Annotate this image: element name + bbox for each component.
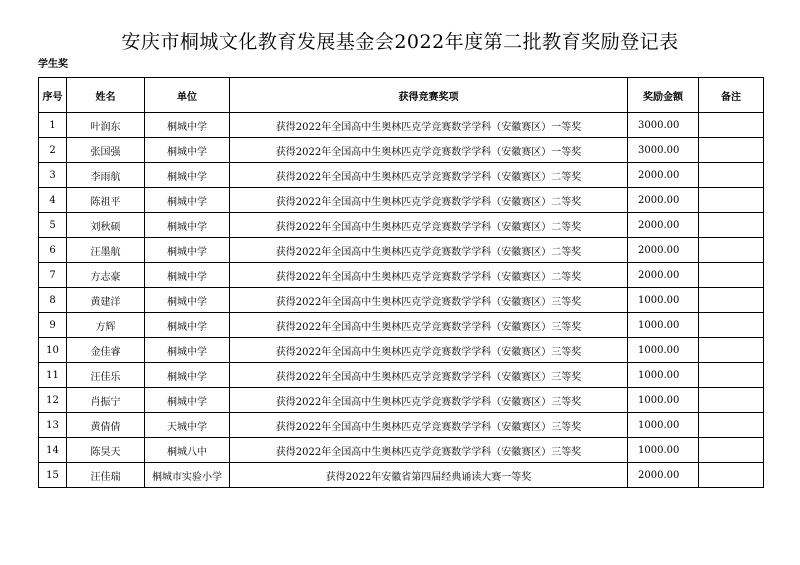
cell-name: 汪佳瑞 — [67, 463, 145, 488]
table-row — [39, 463, 764, 488]
table-row — [39, 338, 764, 363]
table-row — [39, 388, 764, 413]
cell-amount: 1000.00 — [628, 338, 699, 363]
cell-award: 获得2022年安徽省第四届经典诵读大赛一等奖 — [230, 463, 628, 488]
cell-award: 获得2022年全国高中生奥林匹克学竞赛数学学科（安徽赛区）一等奖 — [230, 113, 628, 138]
cell-award: 获得2022年全国高中生奥林匹克学竞赛数学学科（安徽赛区）三等奖 — [230, 388, 628, 413]
cell-unit: 桐城中学 — [145, 288, 230, 313]
cell-no: 10 — [39, 338, 67, 363]
cell-note — [699, 113, 764, 138]
cell-name: 汪墨航 — [67, 238, 145, 263]
table-row — [39, 238, 764, 263]
cell-amount: 1000.00 — [628, 413, 699, 438]
cell-amount: 1000.00 — [628, 363, 699, 388]
table-row — [39, 288, 764, 313]
cell-note — [699, 163, 764, 188]
cell-award: 获得2022年全国高中生奥林匹克学竞赛数学学科（安徽赛区）二等奖 — [230, 238, 628, 263]
cell-amount: 2000.00 — [628, 163, 699, 188]
cell-name: 陈昊天 — [67, 438, 145, 463]
table-row — [39, 438, 764, 463]
cell-name: 张国强 — [67, 138, 145, 163]
cell-no: 11 — [39, 363, 67, 388]
cell-note — [699, 238, 764, 263]
cell-award: 获得2022年全国高中生奥林匹克学竞赛数学学科（安徽赛区）一等奖 — [230, 138, 628, 163]
cell-unit: 桐城市实验小学 — [145, 463, 230, 488]
cell-amount: 1000.00 — [628, 288, 699, 313]
cell-award: 获得2022年全国高中生奥林匹克学竞赛数学学科（安徽赛区）三等奖 — [230, 413, 628, 438]
cell-award: 获得2022年全国高中生奥林匹克学竞赛数学学科（安徽赛区）二等奖 — [230, 163, 628, 188]
cell-no: 9 — [39, 313, 67, 338]
cell-note — [699, 388, 764, 413]
cell-name: 叶润东 — [67, 113, 145, 138]
cell-note — [699, 463, 764, 488]
cell-note — [699, 213, 764, 238]
cell-unit: 桐城中学 — [145, 213, 230, 238]
cell-no: 13 — [39, 413, 67, 438]
table-row — [39, 213, 764, 238]
header-no: 序号 — [39, 78, 67, 113]
cell-note — [699, 438, 764, 463]
cell-amount: 2000.00 — [628, 263, 699, 288]
cell-amount: 1000.00 — [628, 438, 699, 463]
table-row — [39, 113, 764, 138]
cell-note — [699, 288, 764, 313]
cell-unit: 桐城中学 — [145, 163, 230, 188]
header-award: 获得竞赛奖项 — [230, 78, 628, 113]
cell-amount: 1000.00 — [628, 313, 699, 338]
cell-unit: 桐城中学 — [145, 338, 230, 363]
table-row — [39, 188, 764, 213]
header-name: 姓名 — [67, 78, 145, 113]
cell-award: 获得2022年全国高中生奥林匹克学竞赛数学学科（安徽赛区）二等奖 — [230, 263, 628, 288]
cell-award: 获得2022年全国高中生奥林匹克学竞赛数学学科（安徽赛区）三等奖 — [230, 338, 628, 363]
cell-amount: 2000.00 — [628, 188, 699, 213]
cell-no: 2 — [39, 138, 67, 163]
cell-award: 获得2022年全国高中生奥林匹克学竞赛数学学科（安徽赛区）三等奖 — [230, 363, 628, 388]
header-note: 备注 — [699, 78, 764, 113]
cell-award: 获得2022年全国高中生奥林匹克学竞赛数学学科（安徽赛区）二等奖 — [230, 188, 628, 213]
cell-award: 获得2022年全国高中生奥林匹克学竞赛数学学科（安徽赛区）三等奖 — [230, 313, 628, 338]
cell-note — [699, 338, 764, 363]
cell-name: 金佳睿 — [67, 338, 145, 363]
table-row — [39, 138, 764, 163]
table-row — [39, 413, 764, 438]
cell-note — [699, 363, 764, 388]
cell-no: 1 — [39, 113, 67, 138]
cell-unit: 桐城八中 — [145, 438, 230, 463]
cell-name: 方志豪 — [67, 263, 145, 288]
table-row — [39, 313, 764, 338]
header-amount: 奖励金额 — [628, 78, 699, 113]
cell-name: 肖振宁 — [67, 388, 145, 413]
cell-unit: 桐城中学 — [145, 363, 230, 388]
cell-name: 黄倩倩 — [67, 413, 145, 438]
award-table — [38, 77, 764, 488]
cell-no: 14 — [39, 438, 67, 463]
cell-unit: 桐城中学 — [145, 238, 230, 263]
cell-no: 7 — [39, 263, 67, 288]
cell-name: 李雨航 — [67, 163, 145, 188]
cell-no: 6 — [39, 238, 67, 263]
cell-unit: 桐城中学 — [145, 313, 230, 338]
cell-amount: 2000.00 — [628, 238, 699, 263]
cell-no: 5 — [39, 213, 67, 238]
cell-no: 8 — [39, 288, 67, 313]
cell-unit: 桐城中学 — [145, 388, 230, 413]
cell-unit: 桐城中学 — [145, 263, 230, 288]
cell-note — [699, 263, 764, 288]
cell-name: 黄建洋 — [67, 288, 145, 313]
cell-amount: 3000.00 — [628, 113, 699, 138]
cell-amount: 1000.00 — [628, 388, 699, 413]
cell-note — [699, 188, 764, 213]
cell-award: 获得2022年全国高中生奥林匹克学竞赛数学学科（安徽赛区）三等奖 — [230, 288, 628, 313]
cell-unit: 桐城中学 — [145, 138, 230, 163]
cell-note — [699, 413, 764, 438]
cell-award: 获得2022年全国高中生奥林匹克学竞赛数学学科（安徽赛区）二等奖 — [230, 213, 628, 238]
table-row — [39, 263, 764, 288]
cell-unit: 桐城中学 — [145, 188, 230, 213]
cell-amount: 3000.00 — [628, 138, 699, 163]
table-row — [39, 163, 764, 188]
cell-unit: 桐城中学 — [145, 113, 230, 138]
cell-no: 4 — [39, 188, 67, 213]
table-header-row — [39, 78, 764, 113]
cell-name: 方辉 — [67, 313, 145, 338]
cell-note — [699, 313, 764, 338]
cell-note — [699, 138, 764, 163]
document-title: 安庆市桐城文化教育发展基金会2022年度第二批教育奖励登记表 — [121, 31, 679, 53]
header-unit: 单位 — [145, 78, 230, 113]
cell-amount: 2000.00 — [628, 463, 699, 488]
table-row — [39, 363, 764, 388]
cell-name: 陈祖平 — [67, 188, 145, 213]
cell-no: 12 — [39, 388, 67, 413]
cell-no: 15 — [39, 463, 67, 488]
cell-amount: 2000.00 — [628, 213, 699, 238]
section-label: 学生奖 — [38, 59, 68, 70]
cell-no: 3 — [39, 163, 67, 188]
cell-name: 刘秋硕 — [67, 213, 145, 238]
cell-unit: 天城中学 — [145, 413, 230, 438]
cell-name: 汪佳乐 — [67, 363, 145, 388]
cell-award: 获得2022年全国高中生奥林匹克学竞赛数学学科（安徽赛区）三等奖 — [230, 438, 628, 463]
